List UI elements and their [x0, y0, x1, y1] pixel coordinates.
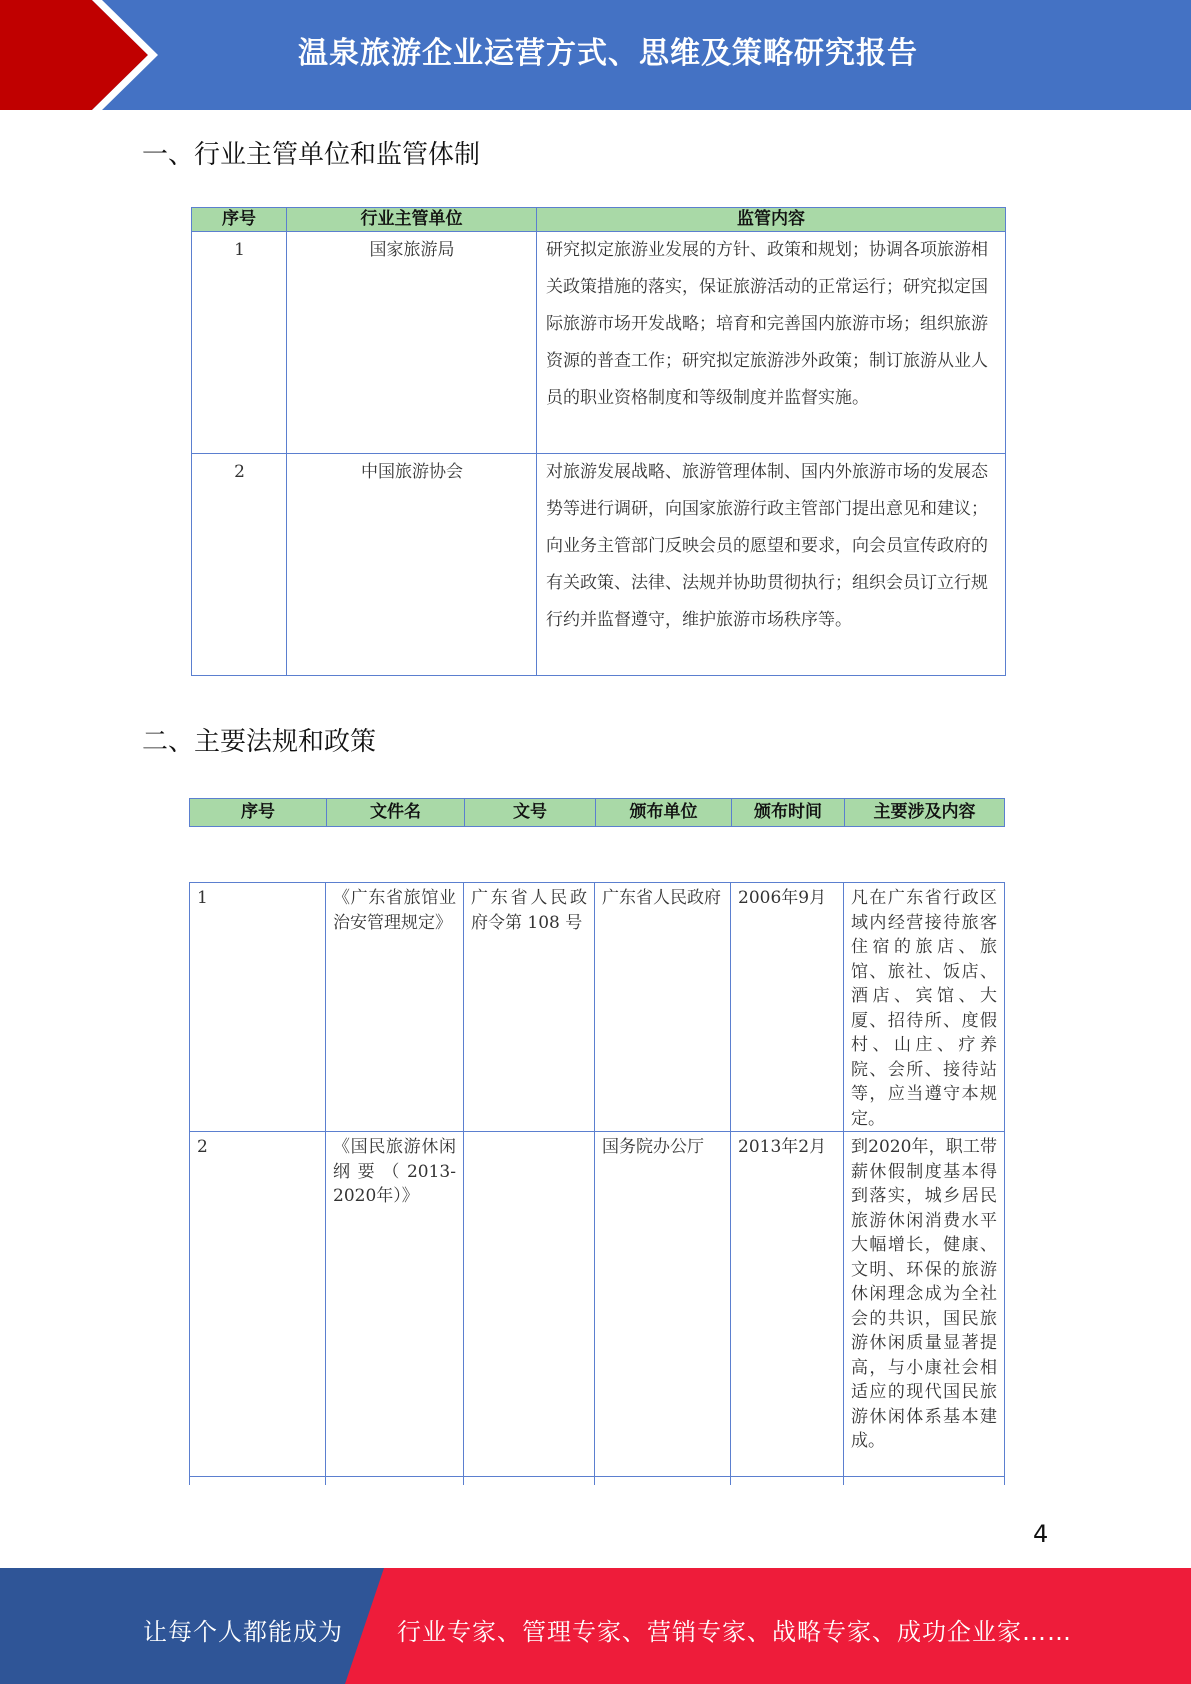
regulations-table [189, 882, 1005, 1485]
cell-date: 2006年9月 [731, 883, 844, 1132]
column-header: 颁布单位 [596, 799, 732, 827]
footer-banner [0, 1568, 1191, 1684]
cell-issuer: 国务院办公厅 [595, 1132, 731, 1477]
cell-content: 到2020年，职工带薪休假制度基本得到落实，城乡居民旅游休闲消费水平大幅增长，健康、文明、环保的旅游休闲理念成为全社会的共识，国民旅游休闲质量显著提高，与小康社会相适应的现代国民旅游休闲体系基本建成。 [844, 1132, 1005, 1477]
cell-date: 2013年2月 [731, 1132, 844, 1477]
table-row [190, 1132, 1005, 1477]
cell-content: 研究拟定旅游业发展的方针、政策和规划；协调各项旅游相关政策措施的落实，保证旅游活动的正常运行；研究拟定国际旅游市场开发战略；培育和完善国内旅游市场；组织旅游资源的普查工作；研究拟定旅游涉外政策；制订旅游从业人员的职业资格制度和等级制度并监督实施。 [537, 232, 1006, 454]
cell-no: 1 [192, 232, 287, 454]
column-header: 序号 [192, 208, 287, 232]
column-header: 监管内容 [537, 208, 1006, 232]
footer-slogan-right: 行业专家、管理专家、营销专家、战略专家、成功企业家…… [397, 1618, 1072, 1646]
cell-content: 对旅游发展战略、旅游管理体制、国内外旅游市场的发展态势等进行调研，向国家旅游行政主管部门提出意见和建议；向业务主管部门反映会员的愿望和要求，向会员宣传政府的有关政策、法律、法规并协助贯彻执行；组织会员订立行规行约并监督遵守，维护旅游市场秩序等。 [537, 454, 1006, 676]
cell-no: 1 [190, 883, 326, 1132]
table-row [192, 232, 1006, 454]
column-header: 主要涉及内容 [845, 799, 1005, 827]
section-heading-regulations: 二、主要法规和政策 [142, 727, 377, 757]
cell-name: 《广东省旅馆业治安管理规定》 [326, 883, 464, 1132]
footer-slogan-left: 让每个人都能成为 [143, 1618, 343, 1646]
column-header: 文件名 [327, 799, 465, 827]
report-title: 温泉旅游企业运营方式、思维及策略研究报告 [298, 36, 918, 71]
cell-doc-no [464, 1132, 595, 1477]
cell-issuer: 广东省人民政府 [595, 883, 731, 1132]
cell-content: 凡在广东省行政区域内经营接待旅客住宿的旅店、旅馆、旅社、饭店、酒店、宾馆、大厦、招待所、度假村、山庄、疗养院、会所、接待站等，应当遵守本规定。 [844, 883, 1005, 1132]
cell-name: 《国民旅游休闲纲要（2013-2020年）》 [326, 1132, 464, 1477]
page-number: 4 [1033, 1520, 1049, 1548]
regulations-table-header [189, 798, 1005, 827]
table-row [192, 454, 1006, 676]
section-heading-regulators: 一、行业主管单位和监管体制 [142, 140, 481, 170]
table-header-row [190, 799, 1005, 827]
column-header: 行业主管单位 [287, 208, 537, 232]
regulators-table [191, 207, 1006, 676]
header-banner [0, 0, 1191, 110]
column-header: 颁布时间 [732, 799, 845, 827]
cell-no: 2 [190, 1132, 326, 1477]
cell-doc-no: 广东省人民政府令第 108 号 [464, 883, 595, 1132]
table-row [190, 883, 1005, 1132]
table-header-row [192, 208, 1006, 232]
cell-unit: 中国旅游协会 [287, 454, 537, 676]
cell-no: 2 [192, 454, 287, 676]
column-header: 文号 [465, 799, 596, 827]
column-header: 序号 [190, 799, 327, 827]
table-row-cutoff [190, 1477, 1005, 1485]
cell-unit: 国家旅游局 [287, 232, 537, 454]
